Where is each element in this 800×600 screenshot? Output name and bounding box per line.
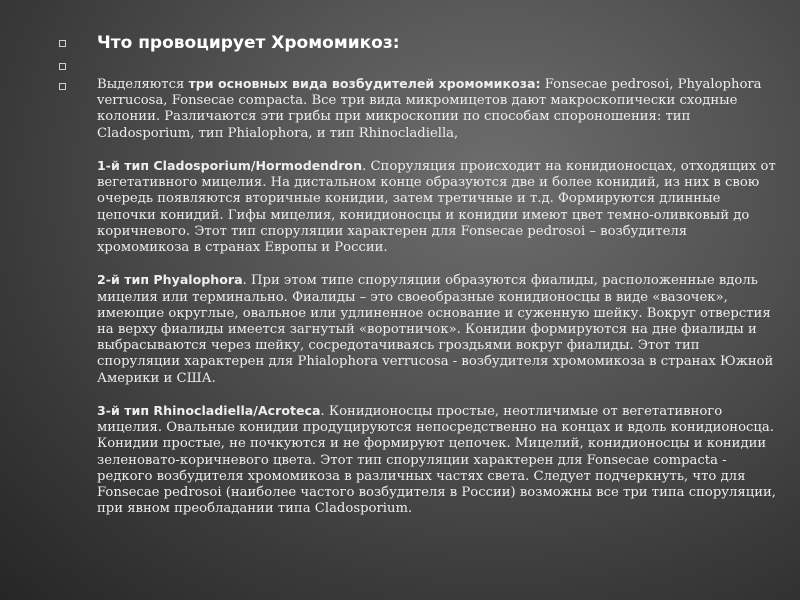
type-2-title: 2-й тип Phyalophora <box>97 272 243 288</box>
type-2-paragraph <box>97 272 777 386</box>
intro-lead: Выделяются <box>97 77 189 92</box>
slide-body <box>97 76 777 517</box>
type-2-text: . При этом типе споруляции образуются фиалиды, расположенные вдоль мицелия или терминально. Фиалиды – это своеобразные конидионосцы в виде «вазочек», имеющие округлые, овальное или удлиненное основание и суженную шейку. Вокруг отверстия на верху фиалиды имеется загнутый «воротничок». Конидии формируются на дне фиалиды и выбрасываются через шейку, сосредотачиваясь гроздьями вокруг фиалиды. Этот тип споруляции характерен для Phialophora verrucosa - возбудителя хромомикоза в странах Южной Америки и США. <box>97 273 774 386</box>
bullet-icon <box>57 39 67 49</box>
intro-paragraph <box>97 76 777 142</box>
bullet-icon <box>57 82 67 92</box>
type-1-title: 1-й тип Cladosporium/Hormodendron <box>97 158 363 173</box>
type-3-text: . Конидионосцы простые, неотличимые от вегетативного мицелия. Овальные конидии продуцируются непосредственно на концах и вдоль конидионосца. Конидии простые, не почкуются и не формируют цепочек. Мицелий, конидионосцы и конидии зеленовато-коричневого цвета. Этот тип споруляции характерен для Fonsecae compacta - редкого возбудителя хромомикоза в различных частях света. Следует подчеркнуть, что для Fonsecae pedrosoi (наиболее частого возбудителя в России) возможны все три типа споруляции, при явном преобладании типа Cladosporium. <box>97 404 776 517</box>
bullet-icon <box>57 62 67 72</box>
type-1-text: . Споруляция происходит на конидионосцах, отходящих от вегетативного мицелия. На дистальном конце образуются две и более конидий, из них в свою очередь появляются вторичные конидии, затем третичные и т.д. Формируются длинные цепочки конидий. Гифы мицелия, конидионосцы и конидии имеют цвет темно-оливковый до коричневого. Этот тип споруляции характерен для Fonsecae pedrosoi – возбудителя хромомикоза в странах Европы и России. <box>97 159 776 256</box>
type-3-paragraph <box>97 403 777 517</box>
slide-heading: Что провоцирует Хромомикоз: <box>97 33 400 53</box>
type-3-title: 3-й тип Rhinocladiella/Acroteca <box>97 403 321 419</box>
type-1-paragraph <box>97 158 777 256</box>
intro-rest: Fonsecae pedrosoi, Phyalophora verrucosa, Fonsecae compacta. Все три вида микромицетов дают макроскопически сходные колонии. Различаются эти грибы при микроскопии по способам спороношения: тип Cladosporium, тип Phialophora, и тип Rhinocladiella, <box>97 77 762 141</box>
intro-bold: три основных вида возбудителей хромомикоза: <box>188 76 541 91</box>
